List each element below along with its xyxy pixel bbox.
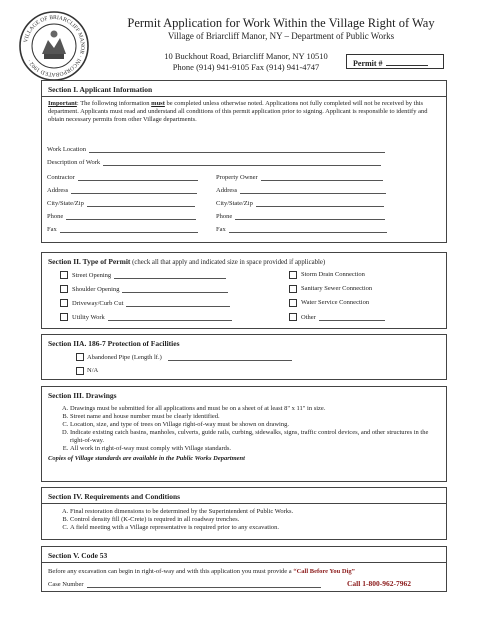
copies-note: Copies of Village standards are available in the Public Works Department bbox=[48, 455, 245, 462]
notice-text-2: be completed unless otherwise noted. Applications not fully completed will not be received by this department. Applicants must read and understand all conditions of this permit application prior to signing. Applicant is responsible to identify and obtain necessary permits from other Village departments. bbox=[48, 100, 428, 123]
call-before-you-dig: “Call Before You Dig” bbox=[293, 568, 355, 575]
section-protection-of-facilities bbox=[41, 334, 447, 380]
list-item: D. Indicate existing catch basins, manholes, culverts, guide rails, curbing, sidewalks, signs, traffic control devices, and other structures in the right-of-way. bbox=[70, 429, 440, 445]
call-number: Call 1-800-962-7962 bbox=[347, 579, 411, 588]
work-location-field[interactable]: Work Location bbox=[47, 145, 385, 153]
contractor-field[interactable]: Contractor bbox=[47, 173, 198, 181]
section-heading: Section IV. Requirements and Conditions bbox=[48, 492, 181, 501]
must-label: must bbox=[151, 100, 165, 107]
list-item: A. Drawings must be submitted for all applications and must be on a sheet of at least 8" x 11" in size. bbox=[70, 405, 440, 413]
important-label: Important bbox=[48, 100, 77, 107]
shoulder-opening-option: Shoulder Opening bbox=[72, 285, 228, 293]
street-opening-option: Street Opening bbox=[72, 271, 226, 279]
street-opening-checkbox[interactable] bbox=[60, 271, 68, 279]
permit-number-field[interactable] bbox=[386, 57, 428, 66]
water-service-option: Water Service Connection bbox=[301, 299, 370, 306]
shoulder-opening-checkbox[interactable] bbox=[60, 285, 68, 293]
svg-text:VILLAGE OF BRIARCLIFF MANOR ·: VILLAGE OF BRIARCLIFF MANOR · INCORPORATED 1902 · bbox=[23, 14, 86, 78]
section-heading: Section II. Type of Permit (check all that apply and indicated size in space provided if applicable) bbox=[48, 257, 326, 266]
header-address: 10 Buckhout Road, Briarcliff Manor, NY 10510 bbox=[164, 51, 328, 61]
storm-drain-checkbox[interactable] bbox=[289, 271, 297, 279]
contractor-city-field[interactable]: City/State/Zip bbox=[47, 199, 195, 207]
contractor-address-field[interactable]: Address bbox=[47, 186, 197, 194]
utility-work-option: Utility Work bbox=[72, 313, 232, 321]
abandoned-pipe-option: Abandoned Pipe (Length lf.) bbox=[87, 353, 292, 361]
section-code-53 bbox=[41, 546, 447, 592]
list-item: C. A field meeting with a Village representative is required prior to any excavation. bbox=[70, 524, 440, 532]
section-drawings bbox=[41, 386, 447, 482]
driveway-curb-cut-option: Driveway/Curb Cut bbox=[72, 299, 230, 307]
owner-fax-field[interactable]: Fax bbox=[216, 225, 387, 233]
contractor-phone-field[interactable]: Phone bbox=[47, 212, 196, 220]
page-title: Permit Application for Work Within the Village Right of Way bbox=[127, 16, 435, 30]
code53-text: Before any excavation can begin in right-of-way and with this application you must provide a “Call Before You Dig” bbox=[48, 568, 355, 575]
permit-label: Permit # bbox=[353, 59, 383, 68]
section-heading: Section III. Drawings bbox=[48, 391, 117, 400]
contractor-fax-field[interactable]: Fax bbox=[47, 225, 198, 233]
important-notice bbox=[42, 97, 446, 127]
storm-drain-option: Storm Drain Connection bbox=[301, 271, 365, 278]
section-heading: Section IIA. 186-7 Protection of Facilities bbox=[48, 339, 180, 348]
section-heading: Section V. Code 53 bbox=[48, 551, 108, 560]
description-field[interactable]: Description of Work bbox=[47, 158, 381, 166]
water-service-checkbox[interactable] bbox=[289, 299, 297, 307]
other-checkbox[interactable] bbox=[289, 313, 297, 321]
village-seal-logo bbox=[18, 10, 90, 82]
notice-text-1: : The following information bbox=[76, 100, 152, 107]
property-owner-field[interactable]: Property Owner bbox=[216, 173, 383, 181]
owner-address-field[interactable]: Address bbox=[216, 186, 386, 194]
abandoned-pipe-checkbox[interactable] bbox=[76, 353, 84, 361]
list-item: B. Street name and house number must be clearly identified. bbox=[70, 413, 440, 421]
section-type-of-permit bbox=[41, 252, 447, 329]
list-item: C. Location, size, and type of trees on Village right-of-way must be shown on drawing. bbox=[70, 421, 440, 429]
requirements-list bbox=[42, 504, 446, 532]
permit-number-box bbox=[346, 54, 444, 69]
na-checkbox[interactable] bbox=[76, 367, 84, 375]
case-number-field[interactable]: Case Number bbox=[48, 580, 321, 588]
driveway-curb-cut-checkbox[interactable] bbox=[60, 299, 68, 307]
sanitary-sewer-checkbox[interactable] bbox=[289, 285, 297, 293]
page-subtitle: Village of Briarcliff Manor, NY – Department of Public Works bbox=[167, 31, 395, 41]
utility-work-checkbox[interactable] bbox=[60, 313, 68, 321]
owner-city-field[interactable]: City/State/Zip bbox=[216, 199, 384, 207]
section-applicant-information bbox=[41, 80, 447, 243]
section-requirements-conditions bbox=[41, 487, 447, 540]
drawings-list bbox=[42, 402, 446, 453]
list-item: A. Final restoration dimensions to be determined by the Superintendent of Public Works. bbox=[70, 508, 440, 516]
sanitary-sewer-option: Sanitary Sewer Connection bbox=[301, 285, 373, 292]
section-heading: Section I. Applicant Information bbox=[48, 85, 153, 94]
na-option: N/A bbox=[87, 367, 99, 374]
other-option: Other bbox=[301, 313, 385, 321]
list-item: E. All work in right-of-way must comply with Village standards. bbox=[70, 445, 440, 453]
header-phone: Phone (914) 941-9105 Fax (914) 941-4747 bbox=[172, 62, 320, 72]
list-item: B. Control density fill (K-Crete) is required in all roadway trenches. bbox=[70, 516, 440, 524]
owner-phone-field[interactable]: Phone bbox=[216, 212, 385, 220]
